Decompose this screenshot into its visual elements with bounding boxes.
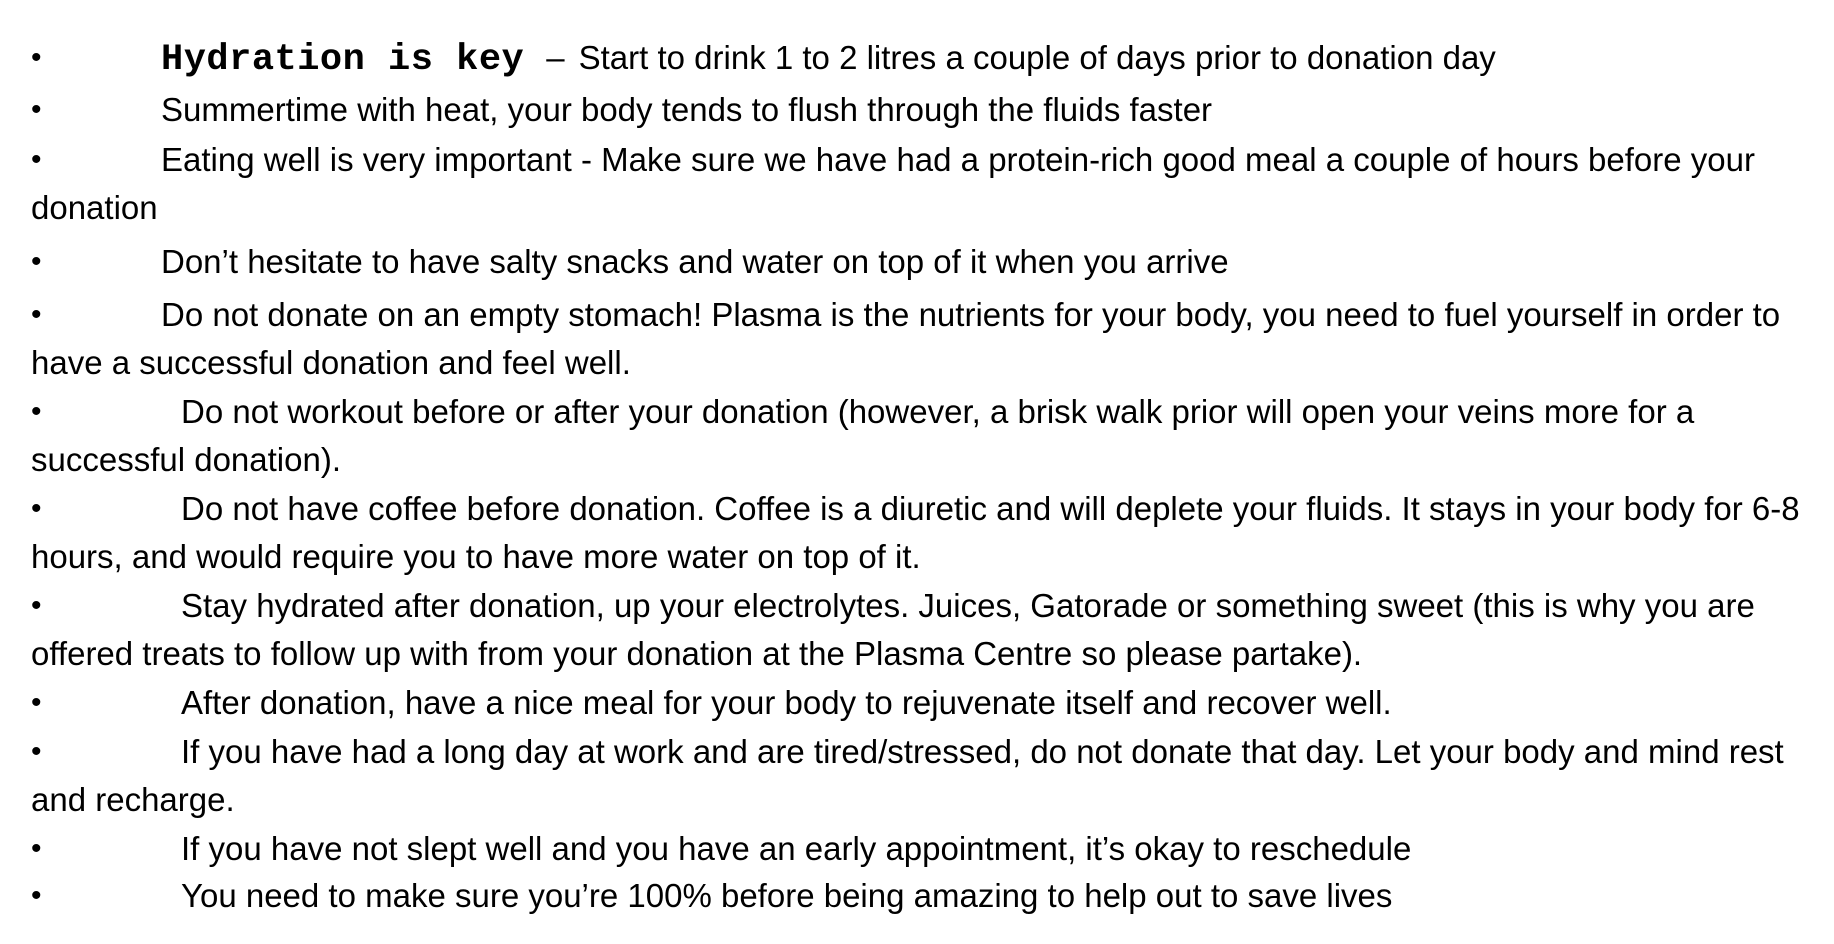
hydration-heading: Hydration is key [161,39,525,81]
list-item [31,582,1806,678]
list-item-text: Do not donate on an empty stomach! Plasma is the nutrients for your body, you need to fuel yourself in order to have a successful donation and feel well. [31,296,1781,381]
list-item-text: Stay hydrated after donation, up your electrolytes. Juices, Gatorade or something sweet (this is why you are offered treats to follow up with from your donation at the Plasma Centre so please partake). [31,587,1755,672]
list-item [31,136,1806,232]
list-item [31,679,1806,727]
list-item-text: After donation, have a nice meal for your body to rejuvenate itself and recover well. [181,684,1392,721]
bullet-dot: • [31,395,42,428]
list-item [31,388,1806,484]
list-item [31,238,1806,286]
bullet-dot: • [31,879,42,912]
bullet-dot: • [31,41,42,74]
bullet-dot: • [31,832,42,865]
bullet-dot: • [31,735,42,768]
bullet-dot: • [31,686,42,719]
list-item [31,86,1806,134]
list-item [31,291,1806,387]
list-item-text: Do not workout before or after your donation (however, a brisk walk prior will open your veins more for a successful donation). [31,393,1695,478]
list-item [31,825,1806,873]
list-item-text: Start to drink 1 to 2 litres a couple of days prior to donation day [578,39,1496,76]
list-item-text: Do not have coffee before donation. Coffee is a diuretic and will deplete your fluids. It stays in your body for 6-8 hours, and would require you to have more water on top of it. [31,490,1800,575]
list-item-text: Don’t hesitate to have salty snacks and water on top of it when you arrive [161,243,1229,280]
bullet-dot: • [31,245,42,278]
list-item-hydration [31,34,1806,84]
list-item-text: You need to make sure you’re 100% before being amazing to help out to save lives [181,877,1393,914]
list-item-text: If you have not slept well and you have an early appointment, it’s okay to reschedule [181,830,1412,867]
list-item-text: If you have had a long day at work and are tired/stressed, do not donate that day. Let your body and mind rest and recharge. [31,733,1784,818]
separator-dash: – [546,39,565,76]
bullet-dot: • [31,589,42,622]
list-item [31,872,1806,920]
list-item [31,728,1806,824]
list-item-text: Summertime with heat, your body tends to flush through the fluids faster [161,91,1213,128]
bullet-dot: • [31,93,42,126]
list-item-text: Eating well is very important - Make sure we have had a protein-rich good meal a couple of hours before your donation [31,141,1755,226]
bullet-dot: • [31,492,42,525]
bullet-dot: • [31,298,42,331]
list-item [31,485,1806,581]
bullet-dot: • [31,143,42,176]
